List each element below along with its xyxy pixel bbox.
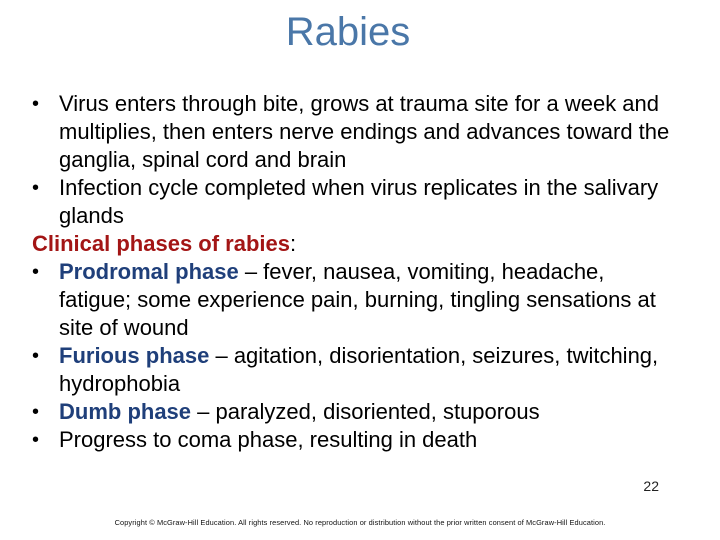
- slide-content: [32, 90, 682, 454]
- bullet-coma-phase: [32, 426, 682, 454]
- bullet-infection-cycle: [32, 174, 682, 230]
- slide-title: Rabies: [285, 10, 411, 54]
- phase-name: Furious phase: [59, 343, 210, 368]
- bullet-marker: •: [32, 401, 40, 423]
- bullet-marker: •: [32, 177, 40, 199]
- clinical-phases-heading: [32, 230, 682, 258]
- heading-text: Clinical phases of rabies: [32, 231, 290, 256]
- phase-description: – paralyzed, disoriented, stuporous: [191, 399, 540, 424]
- phase-description: – fever, nausea, vomiting, headache, fatigue; some experience pain, burning, tingling sensations at site of wound: [59, 259, 656, 340]
- bullet-marker: •: [32, 93, 40, 115]
- bullet-text: Virus enters through bite, grows at trauma site for a week and multiplies, then enters nerve endings and advances toward the ganglia, spinal cord and brain: [59, 91, 670, 172]
- bullet-text: Progress to coma phase, resulting in death: [59, 427, 478, 452]
- bullet-furious-phase: [32, 342, 682, 398]
- heading-colon: :: [289, 231, 297, 256]
- bullet-marker: •: [32, 261, 40, 283]
- bullet-dumb-phase: [32, 398, 682, 426]
- bullet-marker: •: [32, 345, 40, 367]
- phase-description: – agitation, disorientation, seizures, twitching, hydrophobia: [59, 343, 659, 396]
- phase-name: Prodromal phase: [59, 259, 239, 284]
- page-number: 22: [643, 478, 659, 494]
- bullet-virus-entry: [32, 90, 682, 174]
- copyright-notice: Copyright © McGraw-Hill Education. All rights reserved. No reproduction or distribution without the prior written consent of McGraw-Hill Education.: [114, 518, 606, 527]
- bullet-text: Infection cycle completed when virus replicates in the salivary glands: [59, 175, 659, 228]
- bullet-prodromal-phase: [32, 258, 682, 342]
- phase-name: Dumb phase: [59, 399, 192, 424]
- bullet-marker: •: [32, 429, 40, 451]
